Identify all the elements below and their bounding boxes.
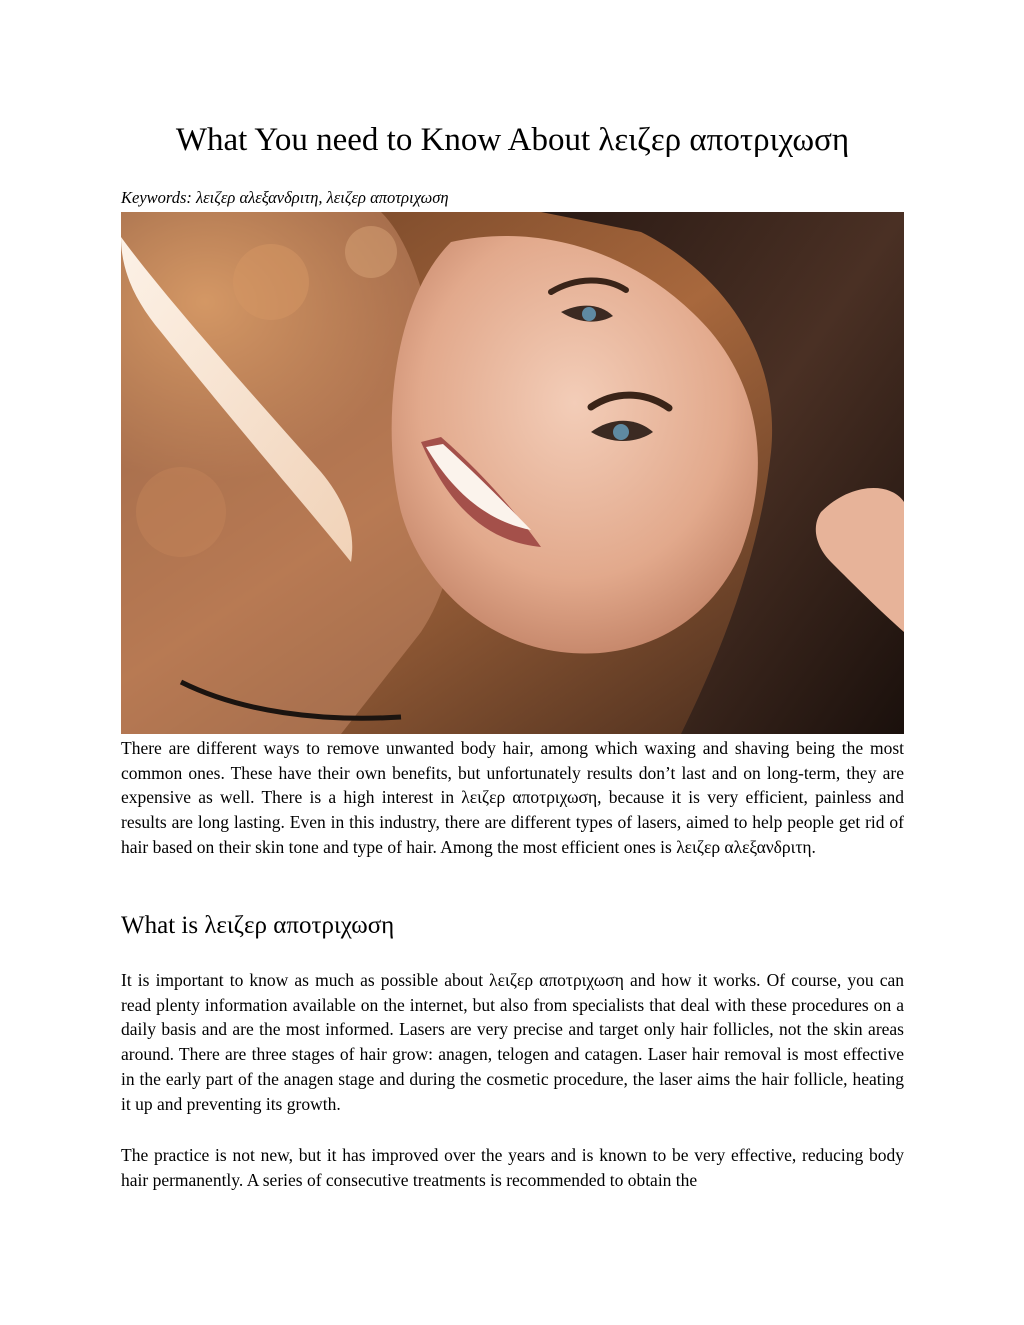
keywords-line: Keywords: λειζερ αλεξανδριτη, λειζερ αποτριχωση — [121, 188, 449, 207]
body-paragraph: It is important to know as much as possible about λειζερ αποτριχωση and how it works. Of course, you can read plenty information available on the internet, but also from specialists that deal with these procedures on a daily basis and are the most informed. Lasers are very precise and target only hair follicles, not the skin areas around. There are three stages of hair grow: anagen, telogen and catagen. Laser hair removal is most effective in the early part of the anagen stage and during the cosmetic procedure, the laser aims the hair follicle, heating it up and preventing its growth. — [121, 970, 904, 1114]
photo-illustration — [121, 212, 904, 734]
intro-paragraph: There are different ways to remove unwanted body hair, among which waxing and shaving being the most common ones. These have their own benefits, but unfortunately results don’t last and on long-term, they are expensive as well. There is a high interest in λειζερ αποτριχωση, because it is very efficient, painless and results are long lasting. Even in this industry, there are different types of lasers, aimed to help people get rid of hair based on their skin tone and type of hair. Among the most efficient ones is λειζερ αλεξανδριτη. — [121, 738, 904, 857]
body-paragraph-continued: The practice is not new, but it has improved over the years and is known to be very effective, reducing body hair permanently. A series of consecutive treatments is recommended to obtain the — [121, 1145, 904, 1190]
section-heading: What is λειζερ αποτριχωση — [121, 912, 395, 939]
woman-smiling-photo — [121, 212, 904, 734]
page-title: What You need to Know About λειζερ αποτριχωση — [175, 122, 850, 158]
